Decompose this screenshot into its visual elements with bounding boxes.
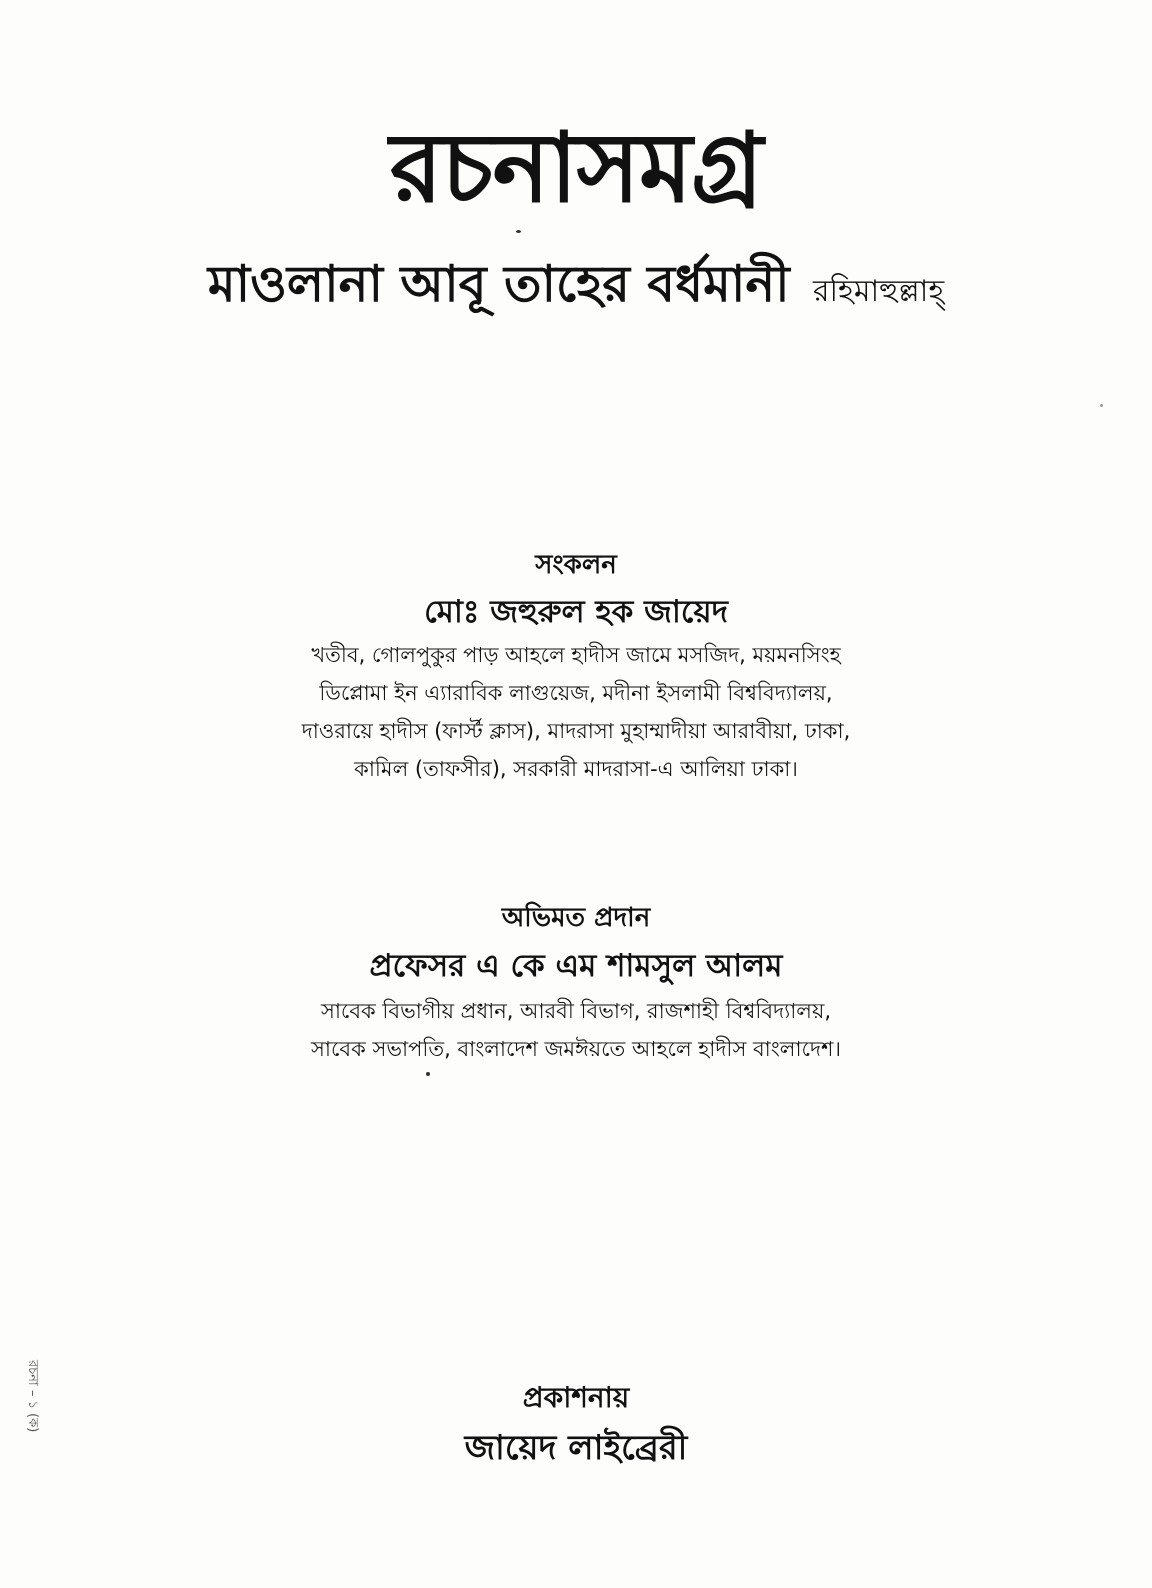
scan-speck [426, 1072, 430, 1076]
publication-label: প্রকাশনায় [522, 1381, 630, 1414]
compilation-label: সংকলন [535, 550, 617, 580]
scan-speck [516, 230, 521, 233]
margin-note: রচনা – ১ (ক) [25, 1360, 40, 1433]
opinion-author-name: প্রফেসর এ কে এম শামসুল আলম [369, 948, 783, 984]
opinion-label: অভিমত প্রদান [501, 903, 651, 933]
author-line [0, 244, 1152, 332]
publisher-name: জায়েদ লাইব্রেরী [464, 1428, 688, 1468]
book-title: রচনাসমগ্র [389, 112, 763, 224]
author-honorific: রহিমাহুল্লাহ্ [812, 274, 945, 309]
scan-speck [1100, 404, 1103, 407]
author-name: মাওলানা আবূ তাহের বর্ধমানী [207, 255, 790, 313]
compiler-detail-line: কামিল (তাফসীর), সরকারী মাদরাসা-এ আলিয়া ঢাকা। [354, 757, 798, 781]
compiler-detail-line: ডিপ্লোমা ইন এ্যারাবিক লাগুয়েজ, মদীনা ইসলামী বিশ্ববিদ্যালয়, [319, 681, 833, 705]
compiler-detail-line: খতীব, গোলপুকুর পাড় আহলে হাদীস জামে মসজিদ, ময়মনসিংহ [311, 643, 841, 667]
opinion-detail-line: সাবেক সভাপতি, বাংলাদেশ জমঈয়তে আহলে হাদীস বাংলাদেশ। [311, 1037, 841, 1061]
compiler-name: মোঃ জহুরুল হক জায়েদ [424, 594, 728, 630]
compiler-detail-line: দাওরায়ে হাদীস (ফার্স্ট ক্লাস), মাদরাসা মুহাম্মাদীয়া আরাবীয়া, ঢাকা, [301, 719, 851, 743]
opinion-detail-line: সাবেক বিভাগীয় প্রধান, আরবী বিভাগ, রাজশাহী বিশ্ববিদ্যালয়, [320, 999, 832, 1023]
